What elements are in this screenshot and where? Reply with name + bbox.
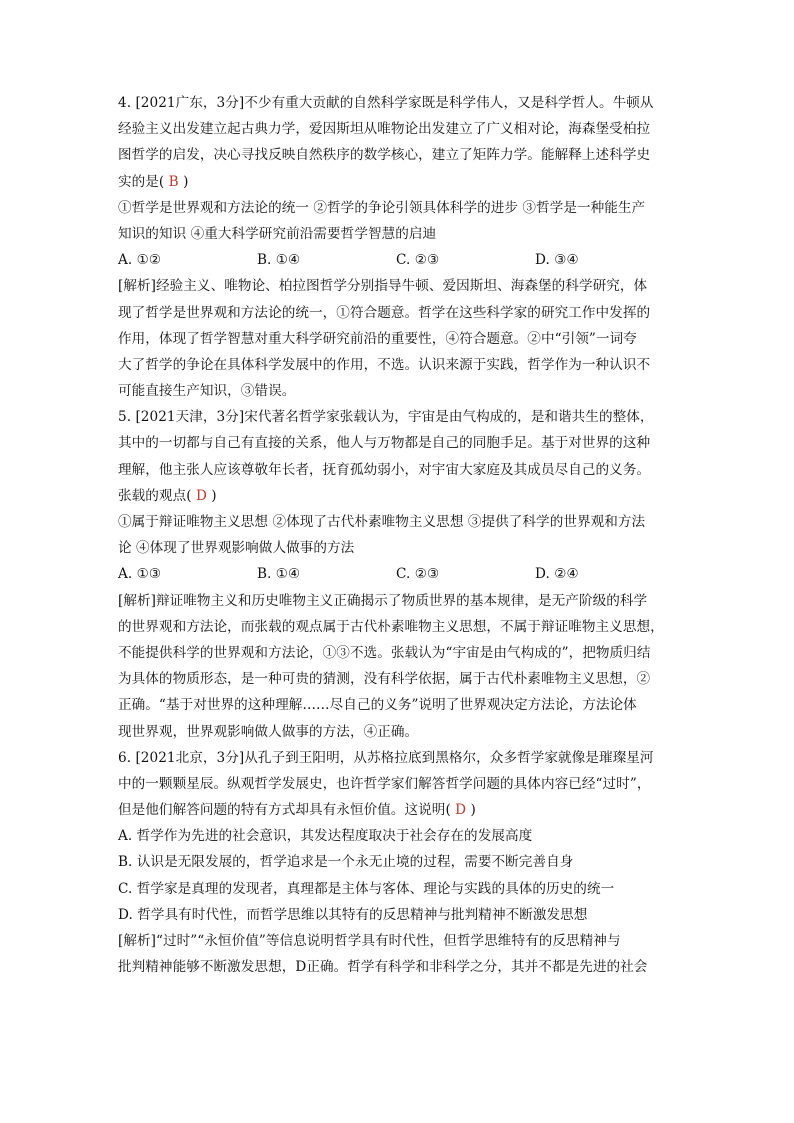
q4-stem-line-3: 图哲学的启发，决心寻找反映自然秩序的数学核心，建立了矩阵力学。能解释上述科学史 — [118, 147, 651, 164]
q4-close-paren: ) — [183, 173, 189, 190]
q6-stem-line-3 — [118, 797, 674, 823]
q4-option-d: D. ③④ — [535, 252, 579, 269]
q4-statements-line-1: ①哲学是世界观和方法论的统一 ②哲学的争论引领具体科学的进步 ③哲学是一种能生产 — [118, 199, 646, 216]
q5-statements-line-2: 论 ④体现了世界观影响做人做事的方法 — [118, 540, 355, 557]
q6-stem-line-2: 中的一颗颗星辰。纵观哲学发展史，也许哲学家们解答哲学问题的具体内容已经“过时”， — [118, 775, 651, 792]
q5-options — [118, 561, 674, 587]
q5-stem-line-2: 其中的一切都与自己有直接的关系，他人与万物都是自己的同胞手足。基于对世界的这种 — [118, 435, 651, 452]
q5-analysis-line-3: 不能提供科学的世界观和方法论，①③不选。张载认为“宇宙是由气构成的”，把物质归结 — [118, 644, 651, 661]
document-page — [118, 90, 674, 980]
q5-analysis-line-1: [解析]辩证唯物主义和历史唯物主义正确揭示了物质世界的基本规律，是无产阶级的科学 — [118, 592, 648, 609]
q5-analysis-line-2: 的世界观和方法论，而张载的观点属于古代朴素唯物主义思想，不属于辩证唯物主义思想， — [118, 618, 664, 635]
q6-answer: D — [450, 802, 471, 819]
q4-analysis-line-2: 现了哲学是世界观和方法论的统一，①符合题意。哲学在这些科学家的研究工作中发挥的 — [118, 304, 651, 321]
q4-option-b: B. ①④ — [257, 252, 301, 269]
q4-analysis-line-1: [解析]经验主义、唯物论、柏拉图哲学分别指导牛顿、爱因斯坦、海森堡的科学研究，体 — [118, 278, 648, 295]
q5-stem-line-4 — [118, 483, 674, 509]
q5-statements-line-1: ①属于辩证唯物主义思想 ②体现了古代朴素唯物主义思想 ③提供了科学的世界观和方法 — [118, 514, 646, 530]
q5-option-c: C. ②③ — [396, 566, 440, 583]
q5-close-paren: ) — [211, 487, 217, 504]
q4-analysis-line-4: 大了哲学的争论在具体科学发展中的作用，不选。认识来源于实践，哲学作为一种认识不 — [118, 356, 651, 373]
q6-option-a: A. 哲学作为先进的社会意识，其发达程度取决于社会存在的发展高度 — [118, 828, 533, 845]
q5-answer: D — [191, 487, 212, 504]
q4-answer: B — [164, 173, 184, 190]
q5-stem-tail: 张载的观点( — [118, 487, 192, 504]
q6-analysis-line-2: 批判精神能够不断激发思想，D正确。哲学有科学和非科学之分，其并不都是先进的社会 — [118, 959, 648, 976]
q5-stem-line-3: 理解，他主张人应该尊敬年长者，抚育孤幼弱小，对宇宙大家庭及其成员尽自己的义务。 — [118, 461, 651, 478]
q6-close-paren: ) — [470, 802, 476, 819]
q6-stem-tail: 但是他们解答问题的特有方式却具有永恒价值。这说明( — [118, 802, 451, 819]
q6-option-d: D. 哲学具有时代性，而哲学思维以其特有的反思精神与批判精神不断激发思想 — [118, 906, 588, 923]
q4-options — [118, 247, 674, 273]
q4-statements-line-2: 知识的知识 ④重大科学研究前沿需要哲学智慧的启迪 — [118, 225, 437, 242]
q4-stem-tail: 实的是( — [118, 173, 165, 190]
q6-stem-line-1: 6. [2021北京，3分]从孔子到王阳明，从苏格拉底到黑格尔，众多哲学家就像是璀璨星河 — [118, 749, 654, 766]
q5-option-d: D. ②④ — [535, 566, 579, 583]
q4-analysis-line-5: 可能直接生产知识，③错误。 — [118, 383, 296, 400]
q4-stem-line-1: 4. [2021广东，3分]不少有重大贡献的自然科学家既是科学伟人，又是科学哲人。牛顿从 — [118, 95, 654, 111]
q5-stem-line-1: 5. [2021天津，3分]宋代著名哲学家张载认为，宇宙是由气构成的，是和谐共生的整体， — [118, 409, 654, 426]
q6-analysis-line-1: [解析]“过时”“永恒价值”等信息说明哲学具有时代性，但哲学思维特有的反思精神与 — [118, 933, 621, 949]
q6-option-b: B. 认识是无限发展的，哲学追求是一个永无止境的过程，需要不断完善自身 — [118, 854, 574, 871]
q4-stem-line-2: 经验主义出发建立起古典力学，爱因斯坦从唯物论出发建立了广义相对论，海森堡受柏拉 — [118, 121, 651, 138]
q5-analysis-line-5: 正确。“基于对世界的这种理解……尽自己的义务”说明了世界观决定方法论，方法论体 — [118, 697, 637, 714]
question-5 — [118, 404, 674, 744]
q4-option-a: A. ①② — [118, 252, 162, 269]
q5-analysis-line-6: 现世界观，世界观影响做人做事的方法，④正确。 — [118, 723, 419, 740]
q4-stem-line-4 — [118, 169, 674, 195]
q5-option-a: A. ①③ — [118, 566, 162, 583]
q4-option-c: C. ②③ — [396, 252, 440, 269]
q5-option-b: B. ①④ — [257, 566, 301, 583]
question-6 — [118, 745, 674, 981]
q4-analysis-line-3: 作用，体现了哲学智慧对重大科学研究前沿的重要性，④符合题意。②中“引领”一词夸 — [118, 330, 637, 347]
question-4 — [118, 90, 674, 404]
q6-option-c: C. 哲学家是真理的发现者，真理都是主体与客体、理论与实践的具体的历史的统一 — [118, 880, 615, 897]
q5-analysis-line-4: 为具体的物质形态，是一种可贵的猜测，没有科学依据，属于古代朴素唯物主义思想，② — [118, 671, 651, 688]
